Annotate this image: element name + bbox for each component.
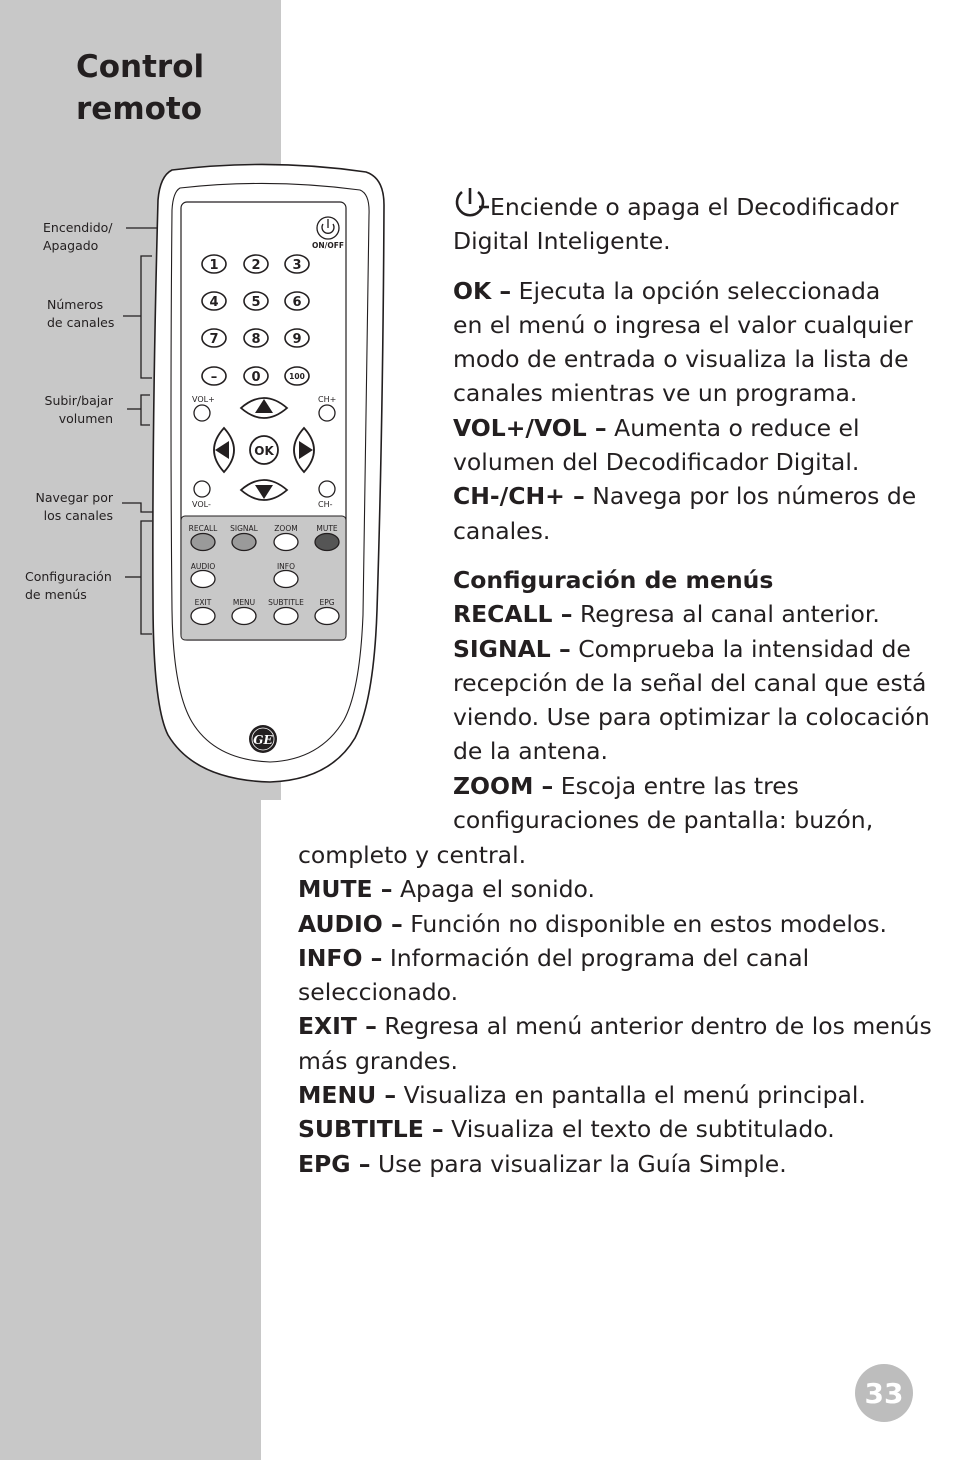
mute-button (315, 534, 339, 551)
page-title-line2: remoto (76, 91, 203, 127)
audio-key: AUDIO – (298, 909, 403, 938)
zoom-desc-1: Escoja entre las tres (553, 771, 799, 800)
callout-volume-line2: volumen (58, 411, 113, 426)
signal-desc-1: Comprueba la intensidad de (570, 634, 911, 663)
ok-desc-1: Ejecuta la opción seleccionada (511, 276, 881, 305)
audio-button (191, 571, 215, 588)
ch-desc-line2: canales. (453, 516, 551, 545)
callout-power-line1: Encendido/ (43, 220, 113, 235)
recall-key: RECALL – (453, 600, 573, 629)
info-key: INFO – (298, 943, 383, 972)
zoom-button (274, 534, 298, 551)
subtitle-key: SUBTITLE – (298, 1115, 444, 1144)
epg-desc (298, 1147, 932, 1181)
exit-key: EXIT – (298, 1012, 377, 1041)
mute-label: MUTE (316, 524, 338, 533)
epg-button (315, 608, 339, 625)
ok-desc-line1 (453, 274, 930, 308)
info-desc-line1 (298, 941, 932, 975)
recall-label: RECALL (188, 524, 218, 533)
digit-2: 2 (251, 258, 261, 273)
callout-menus-line1: Configuración (25, 569, 112, 584)
callout-volume-line1: Subir/bajar (44, 393, 113, 408)
digit-6: 6 (292, 295, 302, 310)
vol-minus-button (194, 481, 210, 497)
description-lower (298, 838, 932, 1181)
page-title-line1: Control (76, 49, 205, 85)
ch-minus-button (319, 481, 335, 497)
epg-label: EPG (319, 598, 335, 607)
signal-label: SIGNAL (230, 524, 258, 533)
vol-desc-1: Aumenta o reduce el (606, 413, 860, 442)
subtitle-desc-1: Visualiza el texto de subtitulado. (443, 1115, 835, 1144)
digit-3: 3 (292, 258, 302, 273)
digit-7: 7 (209, 332, 219, 347)
ok-key: OK – (453, 276, 512, 305)
callout-navigate-line2: los canales (43, 508, 113, 523)
exit-desc-1: Regresa al menú anterior dentro de los menús (376, 1012, 932, 1041)
mute-desc (298, 872, 932, 906)
ch-desc-1: Navega por los números de (584, 482, 917, 511)
exit-desc-line2: más grandes. (298, 1046, 458, 1075)
digit-dash: – (210, 370, 218, 385)
ch-minus-label: CH- (318, 500, 333, 509)
exit-button (191, 608, 215, 625)
zoom-desc-line1 (453, 769, 930, 803)
callout-menus-line2: de menús (25, 587, 87, 602)
vol-plus-label: VOL+ (192, 395, 215, 404)
ch-plus-button (319, 405, 335, 421)
signal-desc-line4: de la antena. (453, 737, 608, 766)
recall-desc (453, 597, 930, 631)
digit-9: 9 (292, 332, 302, 347)
subtitle-label: SUBTITLE (268, 598, 304, 607)
digit-4: 4 (209, 295, 219, 310)
zoom-label: ZOOM (274, 524, 298, 533)
signal-button (232, 534, 256, 551)
power-desc-line1: Enciende o apaga el Decodificador (490, 193, 899, 221)
zoom-key: ZOOM – (453, 771, 554, 800)
ok-desc-line3: modo de entrada o visualiza la lista de (453, 345, 909, 374)
onoff-label: ON/OFF (311, 241, 345, 250)
info-button (274, 571, 298, 588)
audio-desc-1: Función no disponible en estos modelos. (402, 909, 888, 938)
vol-plus-button (194, 405, 210, 421)
vol-minus-label: VOL- (192, 500, 211, 509)
menu-button (232, 608, 256, 625)
mute-desc-1: Apaga el sonido. (392, 875, 595, 904)
digit-8: 8 (251, 332, 261, 347)
ch-desc-line1 (453, 479, 930, 513)
digit-0: 0 (251, 370, 261, 385)
menu-section-heading: Configuración de menús (453, 565, 774, 594)
menu-label: MENU (232, 598, 256, 607)
ge-logo-text: GE (253, 733, 273, 747)
signal-desc-line2: recepción de la señal del canal que está (453, 668, 927, 697)
ok-desc-line4: canales mientras ve un programa. (453, 379, 858, 408)
subtitle-desc (298, 1112, 932, 1146)
digit-1: 1 (209, 258, 219, 273)
onoff-button (317, 217, 339, 239)
callout-channels-line2: de canales (47, 315, 115, 330)
signal-desc-line1 (453, 632, 930, 666)
signal-desc-line3: viendo. Use para optimizar la colocación (453, 703, 930, 732)
audio-label: AUDIO (190, 562, 216, 571)
power-desc-line2: Digital Inteligente. (453, 227, 671, 256)
callout-power-line2: Apagado (43, 238, 99, 253)
vol-key: VOL+/VOL – (453, 413, 607, 442)
ok-label: OK (254, 444, 274, 458)
page-number: 33 (855, 1364, 913, 1422)
digit-100: 100 (289, 372, 305, 381)
menu-key: MENU – (298, 1081, 397, 1110)
info-label: INFO (276, 562, 296, 571)
audio-desc (298, 907, 932, 941)
info-desc-line2: seleccionado. (298, 978, 459, 1007)
exit-desc-line1 (298, 1009, 932, 1043)
zoom-desc-line2: configuraciones de pantalla: buzón, (453, 806, 874, 835)
vol-desc-line1 (453, 411, 930, 445)
digit-5: 5 (251, 295, 261, 310)
callout-navigate-line1: Navegar por (35, 490, 113, 505)
menu-desc-1: Visualiza en pantalla el menú principal. (396, 1081, 866, 1110)
recall-desc-1: Regresa al canal anterior. (572, 600, 880, 629)
recall-button (191, 534, 215, 551)
epg-desc-1: Use para visualizar la Guía Simple. (370, 1149, 787, 1178)
exit-label: EXIT (194, 598, 212, 607)
zoom-desc-line3: completo y central. (298, 841, 527, 869)
epg-key: EPG – (298, 1149, 371, 1178)
ch-plus-label: CH+ (318, 395, 337, 404)
description-upper (453, 190, 930, 837)
mute-key: MUTE – (298, 875, 393, 904)
info-desc-1: Información del programa del canal (382, 943, 810, 972)
vol-desc-line2: volumen del Decodificador Digital. (453, 448, 860, 477)
subtitle-button (274, 608, 298, 625)
ch-key: CH-/CH+ – (453, 482, 585, 511)
ge-logo (249, 725, 277, 753)
callout-channels-line1: Números (47, 297, 104, 312)
ok-desc-line2: en el menú o ingresa el valor cualquier (453, 310, 913, 339)
signal-key: SIGNAL – (453, 634, 571, 663)
menu-desc (298, 1078, 932, 1112)
